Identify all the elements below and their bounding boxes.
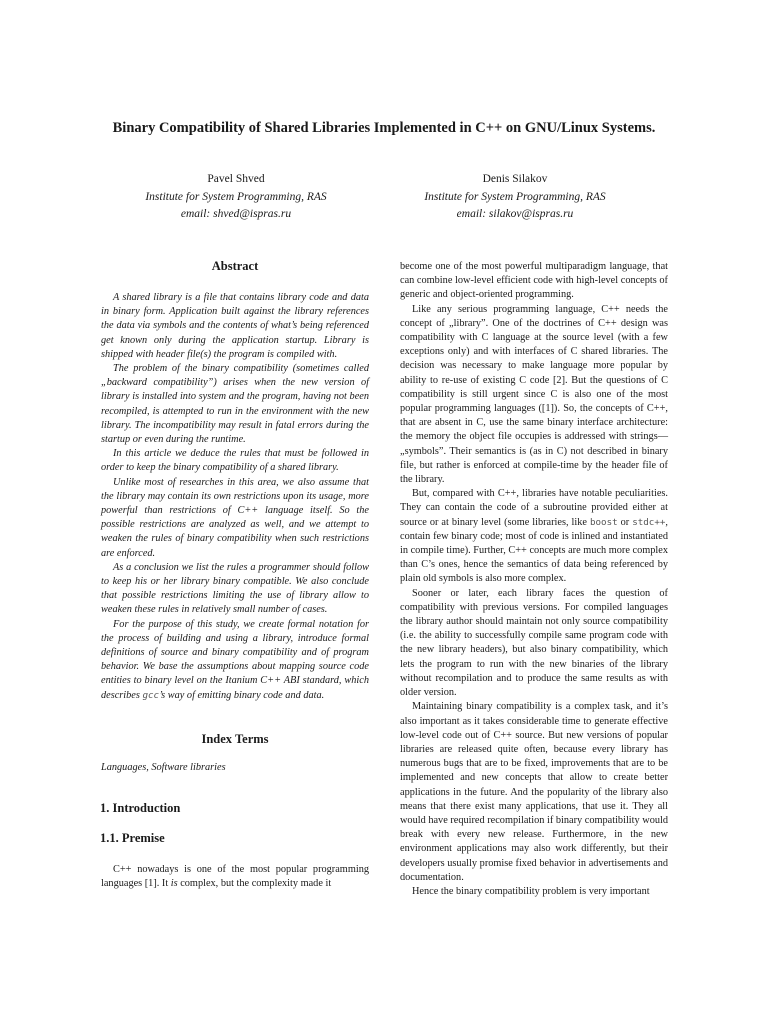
author-block-shved [86, 171, 386, 224]
author-affiliation: Institute for System Programming, RAS [145, 190, 327, 203]
text-run: For the purpose of this study, we create formal notation for the process of building and using a library, introduce formal definitions of source and binary compatibility and of program behavior. We base the assumptions about mapping source code entities to binary level on the Itanium C++ ABI standard, which describes [101, 618, 369, 701]
body-paragraph: Maintaining binary compatibility is a complex task, and it’s also important as it takes considerable time to generate effective low-level code out of C++ source. But new versions of popular libraries are released quite often, because every library has numerous bugs that are to be fixed, improvements that are to be implemented and new concepts that allow to create better applications in the future. And the popularity of the library also means that there exist many applications, that use it. They all would have required recompilation if binary compatibility would break with every new release. Furthermore, in the new environment applications may also work differently, but their developers usually promise fixed behavior in advertisements and documentation. [400, 701, 668, 883]
abstract-paragraph: As a conclusion we list the rules a programmer should follow to keep his or her library binary compatible. We also conclude that possible restrictions limiting the use of library allow to weaken these rules in relatively small number of cases. [101, 561, 369, 616]
right-column [400, 260, 668, 899]
abstract-paragraph [101, 618, 369, 703]
text-run: ’s way of emitting binary code and data. [159, 689, 325, 701]
text-run: or [617, 516, 633, 528]
text-run: , contain few binary code; most of code is inlined and instantiated in compile time). Further, C++ concepts are much more complex than C’s ones, hence the semantics of data being referenced by plain old symbols is also more complex. [400, 516, 668, 585]
left-column [101, 258, 369, 891]
section-heading-introduction: 1. Introduction [100, 801, 181, 816]
text-run: But, compared with C++, libraries have notable peculiarities. They can contain the code of a subroutine provided either at source or at binary level (some libraries, like [400, 488, 668, 528]
abstract-paragraph: A shared library is a file that contains library code and data in binary form. Application built against the library references the data via symbols and the contents of what’s being referenced get known only during the application startup. Library is shipped with header file(s) the program is compiled with. [101, 292, 369, 360]
code-gcc: gcc [142, 689, 160, 701]
abstract-paragraph: In this article we deduce the rules that must be followed in order to keep the binary compatibility of a shared library. [101, 448, 369, 474]
abstract-body [101, 291, 369, 703]
author-email: email: shved@ispras.ru [180, 208, 292, 220]
subsection-heading-premise: 1.1. Premise [100, 831, 165, 846]
abstract-paragraph: Unlike most of researches in this area, we also assume that the library may contain its own restrictions upon its usage, more powerful than restrictions of C++ language itself. So the possible restrictions are analyzed as well, and we attempt to weaken the rules of binary compatibility when such restrictions are enforced. [101, 476, 369, 559]
body-paragraph: Like any serious programming language, C++ needs the concept of „library”. One of the doctrines of C++ design was compatibility with C language at the source level (with a few exceptions only) and with interfaces of C shared libraries. The decision was necessary to make language more popular by ability to re-use of existing C code [2]. But the questions of C compatibility is still urgent since C is also one of the most popular programming languages ([1]). So, the concepts of C++, that are absent in C, use the same binary interface architecture: the memory the object file occupies is addressed with strings—„symbols”. Their semantics is (as in C) not described in binary file, but rather is enforced at compile-time by the header file of the library. [400, 303, 668, 486]
emphasis: is [170, 877, 178, 889]
introduction-body [101, 863, 369, 891]
code-boost: boost [589, 516, 618, 528]
author-name: Denis Silakov [482, 173, 548, 185]
author-name: Pavel Shved [207, 173, 265, 185]
text-run: C++ nowadays is one of the most popular programming languages [1]. It [101, 863, 369, 889]
paper-title: Binary Compatibility of Shared Libraries Implemented in C++ on GNU/Linux Systems. [112, 120, 656, 136]
body-paragraph [400, 487, 668, 586]
author-affiliation: Institute for System Programming, RAS [424, 190, 606, 203]
author-block-silakov [365, 171, 665, 224]
text-run: complex, but the complexity made it [177, 877, 332, 889]
body-paragraph: become one of the most powerful multiparadigm language, that can combine low-level efficient code with high-level concepts of generic and object-oriented programming. [400, 261, 668, 301]
code-stdcpp: stdc++ [632, 516, 666, 528]
body-paragraph: Hence the binary compatibility problem is very important [412, 885, 650, 897]
index-terms-heading: Index Terms [201, 731, 269, 746]
abstract-heading: Abstract [211, 259, 259, 273]
index-terms-body [101, 761, 369, 775]
index-terms-text: Languages, Software libraries [101, 761, 226, 773]
body-paragraph: Sooner or later, each library faces the question of compatibility with previous versions. For compiled languages the library author should maintain not only source compatibility (i.e. the ability to successfully compile same program code with the new library headers), but also binary compatibility, which lets the program to run with the new binaries of the library without recompilation and to produce the same results as with older version. [400, 587, 668, 699]
body-paragraph [101, 863, 369, 891]
author-email: email: silakov@ispras.ru [456, 208, 574, 220]
right-column-body [400, 260, 668, 899]
abstract-paragraph: The problem of the binary compatibility (sometimes called „backward compatibility”) arises when the new version of library is installed into system and the program, having not been recompiled, is attempted to run in the environment with the new library. The incompatibility may result in fatal errors during the startup or even during the runtime. [101, 363, 369, 446]
